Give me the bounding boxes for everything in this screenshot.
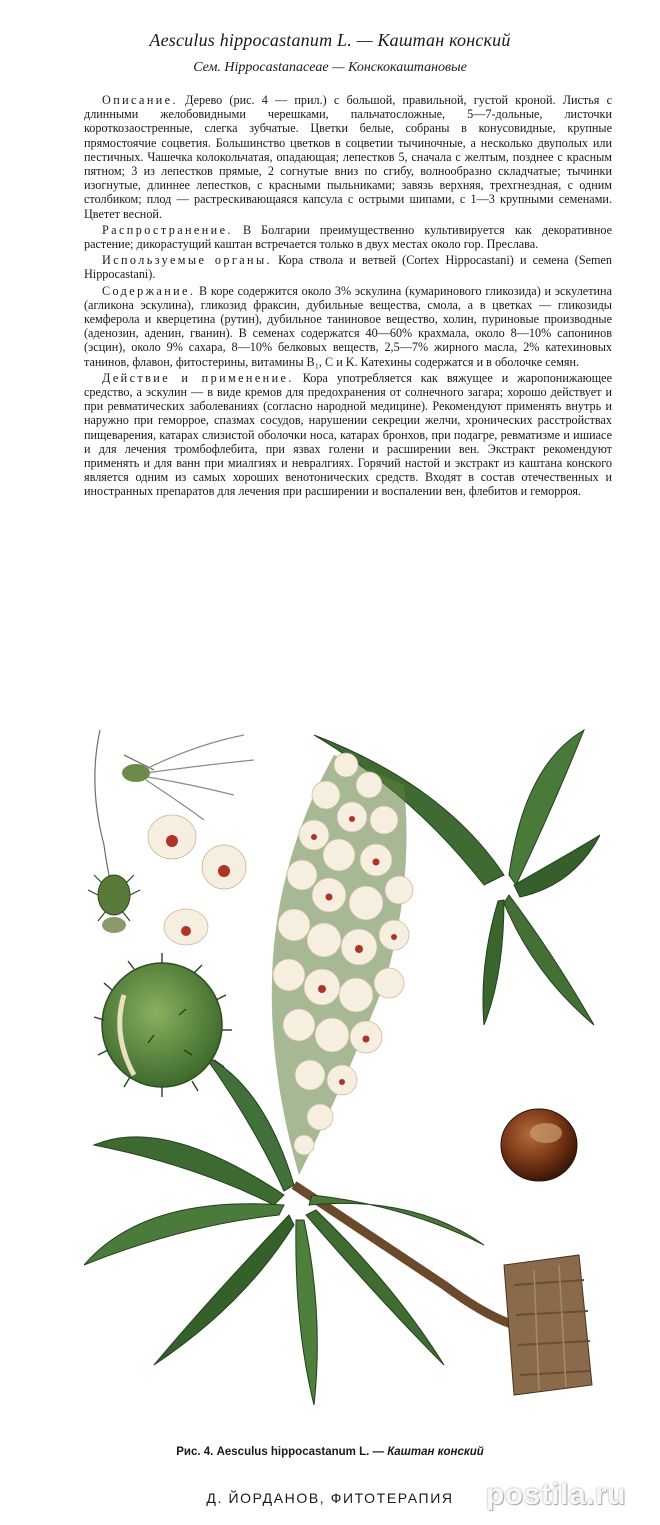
figure-caption xyxy=(0,1446,660,1458)
section-text: Кора ствола и ветвей (Cortex Hippocastani) и семена (Semen Hippocastani). xyxy=(84,253,612,282)
section-text: В Болгарии преимущественно культивируется как декоративное растение; дикорастущий каштан встречается только в двух местах около гор. Преслава. xyxy=(84,222,612,252)
section-lead: Описание. xyxy=(102,93,178,107)
page-title: Aesculus hippocastanum L. — Каштан конский xyxy=(149,30,511,50)
section-text: Кора употребляется как вяжущее и жаропонижающее средство, а эскулин — в виде кремов для предохранения от солнечного загара; хорошо действует и при ревматических заболеваниях (согласно народной медицине). Рекомендуют применять внутрь и наружно при геморрое, спазмах сосудов, нарушении секреции желчи, хронических расстройствах пищеварения, катарах слизистой оболочки носа, катарах бронхов, при подагре, ревматизме и ишиасе и для лечения тромбофлебита, при язвах голени и расширении вен. Экстракт рекомендуют применять и для ванн при миалгиях и невралгиях. Горячий настой и экстракт из каштана конского является одним из самых хороших венотонических средств. Входят в состав отечественных и иностранных препаратов для лечения при расширении и воспалении вен, флебитов и геморроя. xyxy=(84,370,612,499)
seed xyxy=(501,1109,577,1181)
section-lead: Содержание. xyxy=(102,283,196,298)
caption-latin: Aesculus hippocastanum L. xyxy=(216,1446,370,1458)
section-action xyxy=(84,371,612,499)
family-subtitle: Сем. Hippocastanaceae — Конскокаштановые xyxy=(193,60,467,75)
spiny-fruit xyxy=(94,953,232,1097)
section-contents xyxy=(84,284,612,369)
section-distribution xyxy=(84,223,612,251)
caption-dash: — xyxy=(372,1446,385,1458)
section-lead: Распространение. xyxy=(102,222,233,237)
stem xyxy=(294,1185,514,1325)
section-text: В коре содержится около 3% эскулина (кумаринового гликозида) и эскулетина (агликона эскулина), гликозид фраксин, дубильные вещества, смола, а в цветках — гликозиды кемферола и кверцетина (рутин), дубильное таниновое вещество, холин, пуриновые производные (аденозин, аденин, гванин). В семенах содержатся 40—60% крахмала, около 8—10% сапонинов (эсцин), около 9% сахара, 8—10% белковых веществ, 2,5—7% жирного масла, 2% катехиновых танинов, флавон, фитостерины, витамины B₁, C и K. Катехины содержатся и в оболочке семян. xyxy=(84,283,612,369)
flower-detail xyxy=(88,730,254,945)
book-footer: Д. ЙОРДАНОВ, ФИТОТЕРАПИЯ xyxy=(206,1490,454,1506)
bark-piece xyxy=(504,1255,592,1395)
watermark: postila.ru xyxy=(485,1478,626,1511)
section-description xyxy=(84,93,612,221)
section-used-parts xyxy=(84,253,612,281)
article-body xyxy=(84,93,612,501)
caption-russian: Каштан конский xyxy=(387,1446,484,1458)
section-lead: Действие и применение. xyxy=(102,370,294,385)
caption-prefix: Рис. 4. xyxy=(176,1446,214,1458)
section-lead: Используемые органы. xyxy=(102,253,272,268)
botanical-illustration xyxy=(84,725,600,1415)
flower-panicle xyxy=(272,753,413,1175)
section-text: Дерево (рис. 4 — прил.) с большой, правильной, густой кроной. Листья с длинными желобовидными черешками, пальчатосложные, 5—7-дольные, листочки короткозаостренные, слегка зубчатые. Цветки белые, собраны в конусовидные, крупные прямостоячие соцветия. Большинство цветков в соцветии тычиночные, а несколько двуполых или пестичных. Чашечка колокольчатая, опадающая; лепестков 5, сначала с желтым, позднее с красным пятном; 3 из лепестков прямые, 2 согнутые вниз по сгибу, волнообразно складчатые; тычинки изогнутые, длиннее лепестков, с красными пыльниками; завязь верхняя, трехгнездная, с одним столбиком; плод — растрескивающаяся капсула с острыми шипами, с 1—3 крупными семенами. Цветет весной. xyxy=(84,93,612,221)
